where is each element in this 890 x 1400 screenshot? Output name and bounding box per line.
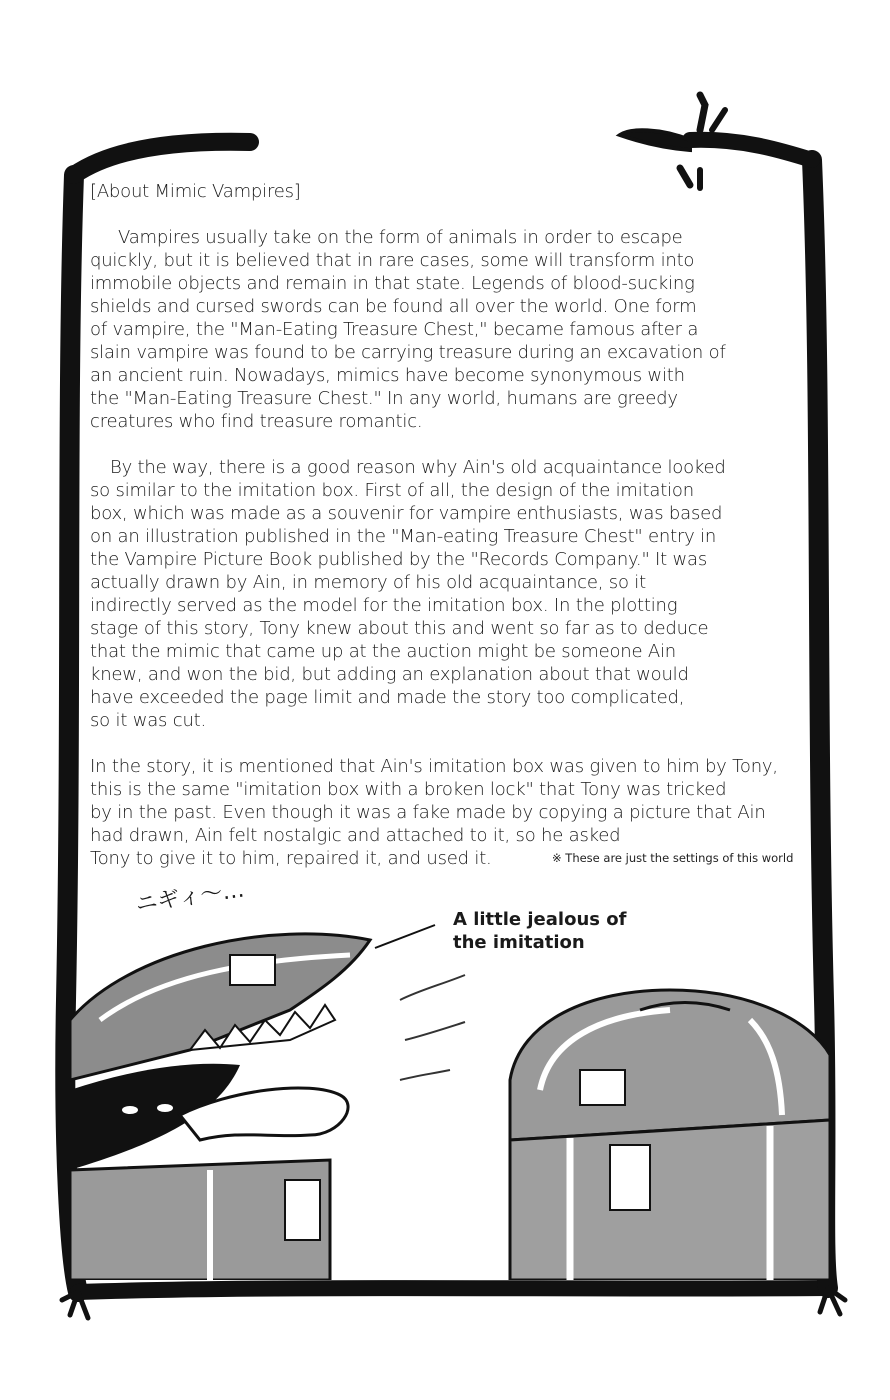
paragraph-imitation-box: In the story, it is mentioned that Ain's imitation box was given to him by Tony, this is the same "imitation box with a broken lock" that Tony was tricked by in the past. Even though it was a fake made by copying a picture that Ain had drawn, Ain felt nostalgic and attached to it, so he asked Tony to give it to him, repaired it, and used it.: [90, 756, 778, 869]
section-title: [About Mimic Vampires]: [90, 181, 301, 202]
sound-effect: ニギィ〜…: [134, 877, 246, 918]
mimic-chest-icon: [70, 934, 370, 1280]
chest-illustration: [70, 880, 830, 1280]
paragraph-mimic-origins: Vampires usually take on the form of animals in order to escape quickly, but it is believed that in rare cases, some will transform into immobile objects and remain in that state. Legends of blood-sucking shields and cursed swords can be found all over the world. One form of vampire, the "Man-Eating Treasure Chest," became famous after a slain vampire was found to be carrying treasure during an excavation of an ancient ruin. Nowadays, mimics have become synonymous with the "Man-Eating Treasure Chest." In any world, humans are greedy creatures who find treasure romantic.: [90, 227, 726, 432]
footnote: ※ These are just the settings of this world: [552, 851, 794, 865]
callout-caption: A little jealous of the imitation: [453, 909, 627, 953]
frame-top-right-edge: [690, 140, 812, 160]
frame-bottom-edge: [78, 1288, 828, 1292]
treasure-chest-icon: [510, 990, 830, 1280]
text-block: [90, 180, 790, 893]
callout-pointer: [375, 925, 435, 948]
frame-top-left-edge: [74, 142, 250, 175]
paragraph-acquaintance: By the way, there is a good reason why Ain's old acquaintance looked so similar to the imitation box. First of all, the design of the imitation box, which was made as a souvenir for vampire enthusiasts, was based on an illustration published in the "Man-eating Treasure Chest" entry in the Vampire Picture Book published by the "Records Company." It was actually drawn by Ain, in memory of his old acquaintance, so it indirectly served as the model for the imitation box. In the plotting stage of this story, Tony knew about this and went so far as to deduce that the mimic that came up at the auction might be someone Ain knew, and won the bid, but adding an explanation about that would have exceeded the page limit and made the story too complicated, so it was cut.: [90, 457, 726, 731]
